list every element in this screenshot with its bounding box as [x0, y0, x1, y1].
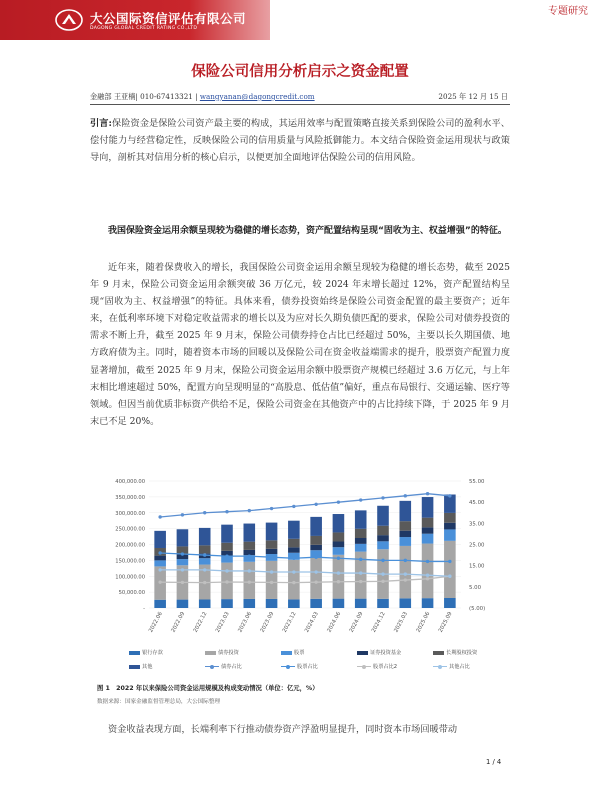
line-point [359, 558, 362, 561]
line-point [381, 580, 384, 583]
legend-item [433, 663, 470, 670]
x-tick-label: 2022.06 [148, 611, 164, 634]
legend-item [357, 649, 401, 656]
tail-paragraph: 资金收益表现方面，长端利率下行推动债券资产浮盈明显提升，同时资本市场回暖带动 [108, 724, 458, 735]
bar-segment-4 [243, 550, 255, 555]
bar-segment-4 [266, 549, 278, 554]
bar-segment-2 [288, 560, 300, 600]
legend-label: 股票占比2 [373, 664, 398, 670]
line-point [203, 581, 206, 584]
line-point [337, 557, 340, 560]
line-point [426, 573, 429, 576]
bar-segment-5 [377, 526, 389, 535]
report-type-tag: 专题研究 [548, 6, 588, 17]
line-point [203, 553, 206, 556]
bar-segment-6 [377, 506, 389, 526]
bar-segment-3 [333, 547, 345, 555]
bar-segment-6 [288, 521, 300, 539]
bar-segment-1 [199, 599, 211, 608]
line-point [248, 554, 251, 557]
legend-item [281, 663, 318, 670]
line-point [203, 511, 206, 514]
legend-item [129, 649, 163, 656]
line-point [381, 572, 384, 575]
line-point [158, 568, 161, 571]
line-point [404, 572, 407, 575]
line-point [225, 554, 228, 557]
x-tick-label: 2024.03 [304, 611, 320, 634]
line-point [448, 560, 451, 563]
x-tick-label: 2024.06 [326, 611, 343, 634]
legend-swatch [129, 665, 140, 669]
bar-segment-6 [266, 523, 278, 541]
line-point [270, 581, 273, 584]
bar-segment-6 [199, 528, 211, 545]
bar-segment-5 [221, 543, 233, 551]
bar-segment-5 [333, 532, 345, 541]
bar-segment-1 [355, 599, 367, 608]
line-point [381, 559, 384, 562]
line-point [337, 500, 340, 503]
x-tick-label: 2023.09 [259, 611, 276, 634]
legend-label: 债券投资 [218, 650, 239, 656]
line-point [292, 570, 295, 573]
author-email-link[interactable]: wangyanan@dagongcredit.com [199, 92, 315, 101]
line-point [314, 503, 317, 506]
right-tick-label: 55.00 [469, 479, 485, 485]
left-tick-label: - [143, 606, 145, 612]
left-tick-label: 300,000.00 [115, 510, 145, 517]
line-point [225, 569, 228, 572]
bar-segment-6 [399, 501, 411, 521]
bar-segment-5 [199, 545, 211, 553]
right-tick-label: 25.00 [469, 542, 485, 549]
line-point [248, 569, 251, 572]
bar-segment-4 [355, 538, 367, 544]
bar-segment-5 [444, 513, 456, 523]
legend-label: 股票 [294, 650, 305, 656]
figure-1-chart [97, 473, 508, 680]
bar-segment-5 [310, 536, 322, 545]
bar-segment-3 [154, 560, 166, 566]
bar-segment-3 [199, 558, 211, 564]
bar-segment-1 [154, 600, 166, 608]
line-point [426, 577, 429, 580]
line-point [181, 568, 184, 571]
x-tick-label: 2025.03 [393, 611, 410, 634]
legend-label: 长期股权投资 [446, 650, 478, 656]
legend-swatch [433, 651, 444, 655]
left-tick-label: 400,000.00 [115, 479, 145, 485]
line-point [203, 568, 206, 571]
legend-label: 银行存款 [142, 650, 163, 656]
bar-segment-6 [177, 529, 189, 546]
bar-segment-1 [266, 599, 278, 608]
bar-segment-2 [422, 544, 434, 599]
bar-segment-5 [243, 542, 255, 550]
line-point [158, 551, 161, 554]
line-point [404, 494, 407, 497]
x-tick-label: 2023.03 [215, 611, 231, 634]
line-point [404, 578, 407, 581]
legend-swatch [357, 651, 368, 655]
x-tick-label: 2024.12 [371, 611, 387, 634]
line-point [314, 580, 317, 583]
page-header [0, 0, 600, 40]
line-point [426, 492, 429, 495]
line-point [181, 552, 184, 555]
figure-source: 数据来源：国家金融监督管理总局，大公国际整理 [97, 699, 221, 705]
legend-swatch [129, 651, 140, 655]
bar-segment-5 [355, 529, 367, 538]
legend-label: 证券投资基金 [370, 650, 402, 656]
bar-segment-2 [243, 562, 255, 599]
bar-segment-3 [399, 537, 411, 546]
legend-item [281, 649, 304, 656]
bar-segment-4 [422, 527, 434, 533]
lead-paragraph: 我国保险资金运用余额呈现较为稳健的增长态势，资产配置结构呈现“固收为主、权益增强”的特征。 [108, 226, 507, 236]
bar-segment-1 [310, 599, 322, 608]
line-point [248, 509, 251, 512]
x-tick-label: 2023.06 [237, 611, 254, 634]
x-tick-label: 2024.09 [348, 611, 365, 634]
bar-segment-5 [422, 518, 434, 528]
line-point [359, 498, 362, 501]
legend-item [205, 663, 242, 670]
main-paragraph: 近年来，随着保费收入的增长，我国保险公司资金运用余额呈现较为稳健的增长态势，截至 2025 年 9 月末，保险公司资金运用余额突破 36 万亿元，较 2024 年末增长超过 12%，资产配置结构呈现“固收为主、权益增强”的特征。具体来看，债券投资始终是保险公司资金配置的最主要资产；近年来，在低利率环境下对稳定收益需求的增长以及为应对长久期负债匹配的要求，保险公司对债券投资的需求不断上升，截至 2025 年 9 月末，保险公司债券持仓占比已经超过 50%，主要以长久期国债、地方政府债为主。同时，随着资本市场的回暖以及保险公司在资金收益端需求的提升，股票资产配置力度显著增加，截至 2025 年 9 月末，保险公司资金运用余额中股票资产规模已经超过 3.6 万亿元，与上年末相比增速超过 50%，配置方向呈现明显的“高股息、低估值”偏好，重点布局银行、交通运输、医疗等领域。但因当前优质非标资产供给不足，保险公司资金在其他资产中的占比持续下降，于 2025 年 9 月末已不足 20%。 [90, 262, 510, 427]
right-tick-label: 5.00 [469, 584, 482, 591]
x-tick-label: 2025.06 [415, 611, 432, 634]
line-point [448, 575, 451, 578]
bar-segment-1 [377, 599, 389, 608]
x-tick-label: 2025.09 [437, 611, 454, 634]
bar-segment-6 [154, 531, 166, 548]
bar-segment-3 [377, 541, 389, 549]
byline [90, 92, 315, 102]
line-point [270, 556, 273, 559]
bar-segment-6 [422, 497, 434, 518]
legend-swatch [281, 665, 295, 669]
author-info: 金融部 王亚楠| 010-67413321 | [90, 92, 198, 101]
line-point [292, 557, 295, 560]
line-point [359, 580, 362, 583]
line-point [381, 496, 384, 499]
intro-paragraph [90, 115, 510, 166]
legend-swatch [205, 665, 219, 669]
x-tick-label: 2023.12 [281, 611, 298, 634]
bar-segment-3 [355, 544, 367, 552]
legend-label: 债券占比 [221, 664, 242, 670]
bar-segment-4 [377, 535, 389, 541]
intro-label: 引言: [90, 118, 112, 129]
left-tick-label: 150,000.00 [115, 558, 145, 565]
right-tick-label: 35.00 [469, 521, 485, 528]
figure-caption: 图 1 2022 年以来保险公司资金运用规模及构成变动情况（单位：亿元，%） [97, 685, 319, 692]
legend-swatch [433, 665, 447, 669]
bar-segment-2 [333, 555, 345, 599]
bar-segment-2 [399, 546, 411, 598]
line-point [314, 570, 317, 573]
bar-segment-4 [399, 531, 411, 537]
line-point [337, 571, 340, 574]
bar-segment-1 [333, 599, 345, 608]
line-point [404, 559, 407, 562]
publish-date: 2025 年 12 月 15 日 [438, 92, 508, 101]
bar-segment-6 [310, 517, 322, 536]
left-tick-label: 250,000.00 [115, 526, 145, 533]
x-tick-label: 2022.12 [192, 611, 209, 634]
bar-segment-6 [243, 524, 255, 542]
bar-segment-6 [333, 514, 345, 532]
line-point [426, 560, 429, 563]
bar-segment-1 [221, 599, 233, 608]
right-tick-label: (5.00) [469, 606, 486, 612]
right-tick-label: 15.00 [469, 563, 485, 570]
legend-swatch [205, 651, 216, 655]
bar-segment-1 [177, 600, 189, 608]
line-point [359, 571, 362, 574]
bar-segment-1 [422, 598, 434, 608]
left-tick-label: 50,000.00 [118, 590, 145, 597]
left-tick-label: 100,000.00 [115, 574, 145, 581]
legend-label: 其他占比 [449, 664, 470, 670]
line-point [158, 515, 161, 518]
legend-item [205, 649, 239, 656]
bar-segment-4 [288, 547, 300, 552]
bar-segment-3 [177, 559, 189, 565]
legend-item [433, 649, 477, 656]
page-number: 1 / 4 [486, 758, 502, 766]
legend-swatch [281, 651, 292, 655]
dagong-logo-icon [54, 8, 84, 32]
line-point [248, 580, 251, 583]
bar-segment-5 [399, 521, 411, 531]
line-point [225, 510, 228, 513]
bar-segment-6 [355, 510, 367, 528]
intro-text: 保险资金是保险公司资产最主要的构成，其运用效率与配置策略直接关系到保险公司的盈利水平、偿付能力与经营稳定性，反映保险公司的信用质量与风险抵御能力。本文结合保险资金运用现状与政策导向，剖析其对信用分析的核心启示，以便更加全面地评估保险公司的信用风险。 [90, 118, 510, 164]
line-point [158, 580, 161, 583]
bar-segment-1 [243, 599, 255, 608]
x-tick-label: 2022.09 [170, 611, 187, 634]
line-point [270, 507, 273, 510]
line-point [337, 580, 340, 583]
bar-segment-3 [444, 529, 456, 540]
bar-segment-2 [444, 541, 456, 598]
line-point [292, 581, 295, 584]
line-point [292, 505, 295, 508]
line-point [270, 570, 273, 573]
line-point [314, 556, 317, 559]
bar-segment-1 [444, 598, 456, 608]
bar-segment-4 [154, 556, 166, 561]
bar-segment-5 [266, 540, 278, 548]
bar-segment-1 [399, 598, 411, 608]
left-tick-label: 200,000.00 [115, 542, 145, 549]
bar-segment-2 [266, 561, 278, 599]
header-divider [90, 104, 510, 105]
bar-segment-4 [444, 523, 456, 530]
legend-label: 其他 [142, 664, 153, 670]
right-tick-label: 45.00 [469, 500, 485, 507]
line-point [181, 581, 184, 584]
legend-item [129, 663, 152, 670]
legend-swatch [357, 665, 371, 669]
bar-segment-4 [333, 541, 345, 547]
bar-segment-2 [310, 558, 322, 599]
line-point [181, 513, 184, 516]
logo-chinese-name: 大公国际资信评估有限公司 [90, 11, 247, 26]
bar-segment-1 [288, 599, 300, 608]
left-tick-label: 350,000.00 [115, 494, 145, 501]
bar-segment-3 [422, 534, 434, 544]
bar-segment-4 [310, 545, 322, 550]
line-point [225, 580, 228, 583]
logo-english-name: DAGONG GLOBAL CREDIT RATING CO.,LTD [90, 26, 198, 31]
line-point [448, 494, 451, 497]
bar-segment-5 [288, 539, 300, 548]
bar-segment-6 [221, 525, 233, 543]
legend-label: 股票占比 [297, 664, 318, 670]
legend-item [357, 663, 397, 670]
page-title: 保险公司信用分析启示之资金配置 [191, 64, 409, 80]
